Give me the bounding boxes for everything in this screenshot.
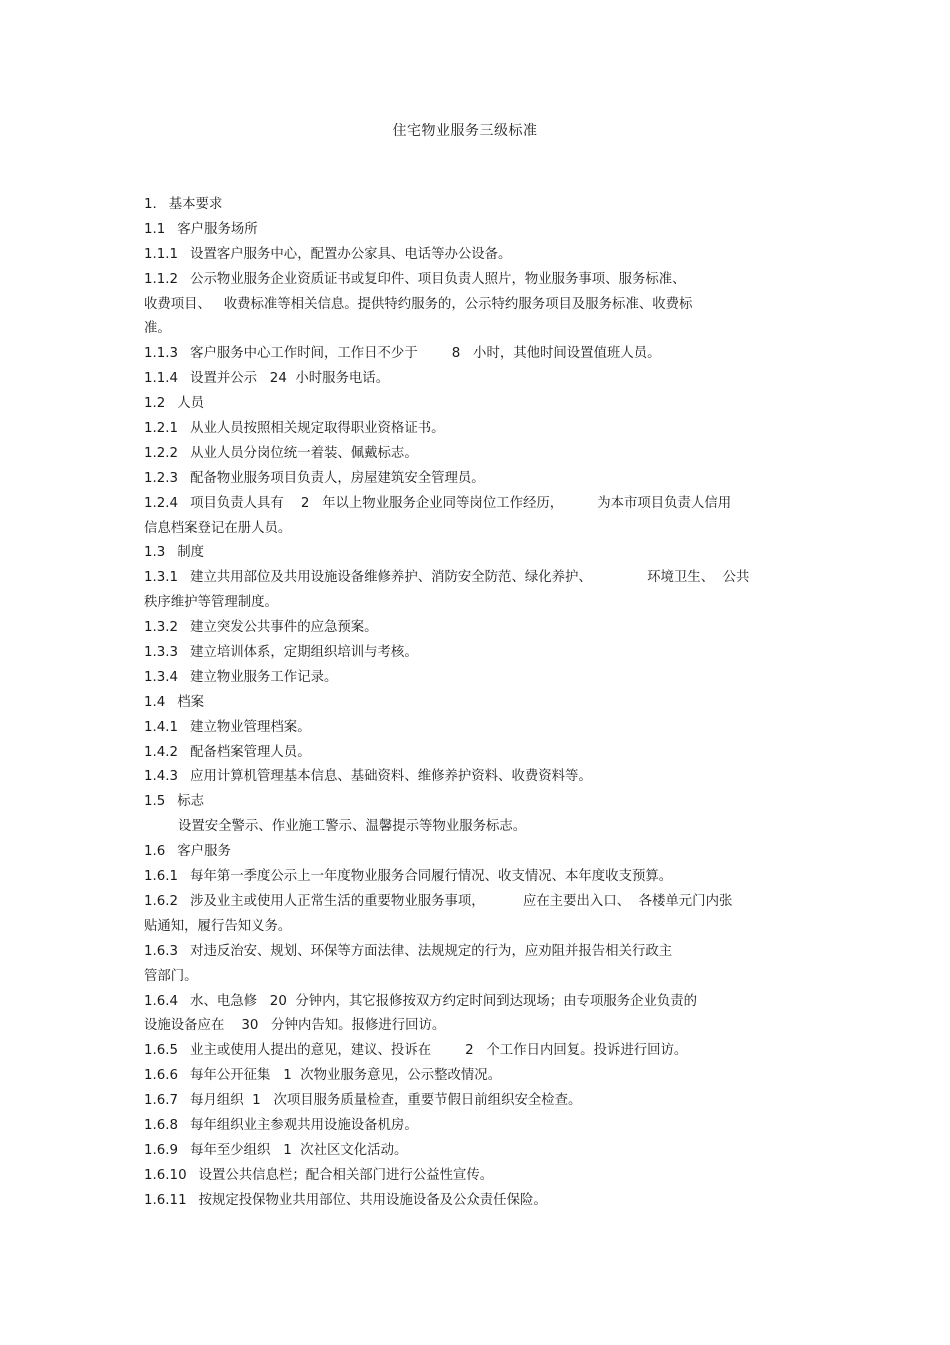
clause-text: 对违反治安、规划、环保等方面法律、法规规定的行为，应劝阻并报告相关行政主 [190, 943, 673, 959]
text-line [144, 541, 809, 566]
clause-text: 收费项目、 收费标准等相关信息。提供特约服务的，公示特约服务项目及服务标准、收费标 [144, 296, 693, 312]
text-line [144, 517, 809, 542]
clause-text: 设置并公示 24 小时服务电话。 [190, 371, 390, 387]
text-line [144, 392, 809, 417]
clause-number: 1.6.1 [144, 869, 179, 885]
text-line [144, 666, 809, 691]
clause-text: 信息档案登记在册人员。 [144, 520, 292, 536]
clause-text: 标志 [177, 794, 205, 810]
clause-text: 配备档案管理人员。 [190, 744, 311, 760]
text-line [144, 940, 809, 965]
clause-text: 设置客户服务中心，配置办公家具、电话等办公设备。 [190, 246, 512, 262]
clause-text: 建立共用部位及共用设施设备维修养护、消防安全防范、绿化养护、 环境卫生、 公共 [190, 570, 750, 586]
clause-text: 设置安全警示、作业施工警示、温馨提示等物业服务标志。 [178, 819, 527, 835]
clause-number: 1.3.4 [144, 669, 179, 685]
text-line [144, 243, 809, 268]
text-line [144, 1089, 809, 1114]
clause-text: 设置公共信息栏；配合相关部门进行公益性宣传。 [198, 1167, 494, 1183]
text-line [144, 467, 809, 492]
clause-number: 1.3.3 [144, 645, 179, 661]
clause-text: 业主或使用人提出的意见，建议、投诉在 2 个工作日内回复。投诉进行回访。 [190, 1043, 688, 1059]
text-line [144, 1064, 809, 1089]
clause-text: 每年至少组织 1 次社区文化活动。 [190, 1142, 408, 1158]
clause-number: 1.6 [144, 844, 166, 860]
clause-text: 从业人员分岗位统一着装、佩戴标志。 [190, 445, 418, 461]
clause-text: 管部门。 [144, 968, 198, 984]
clause-text: 基本要求 [168, 197, 223, 212]
clause-number: 1.4.1 [144, 719, 179, 735]
clause-number: 1.1.4 [144, 371, 179, 387]
clause-number: 1.6.4 [144, 993, 179, 1009]
clause-number: 1.4.3 [144, 769, 179, 785]
text-line [144, 915, 809, 940]
clause-text: 建立物业服务工作记录。 [190, 669, 338, 685]
clause-number: 1.1.1 [144, 246, 179, 262]
text-line [144, 741, 809, 766]
text-line [144, 865, 809, 890]
clause-text: 设施设备应在 30 分钟内告知。报修进行回访。 [144, 1018, 446, 1034]
text-line [144, 367, 809, 392]
text-line [144, 990, 809, 1015]
text-line [144, 492, 809, 517]
clause-text: 配备物业服务项目负责人，房屋建筑安全管理员。 [190, 470, 485, 486]
clause-number: 1.6.9 [144, 1142, 179, 1158]
clause-text: 建立突发公共事件的应急预案。 [190, 620, 378, 636]
document-body [144, 193, 809, 1214]
text-line [144, 1014, 809, 1039]
text-line [144, 1164, 809, 1189]
text-line [144, 342, 809, 367]
clause-text: 按规定投保物业共用部位、共用设施设备及公众责任保险。 [198, 1192, 547, 1208]
clause-text: 建立物业管理档案。 [190, 719, 311, 735]
clause-text: 每年组织业主参观共用设施设备机房。 [190, 1117, 418, 1133]
text-line [144, 641, 809, 666]
clause-number: 1.6.10 [144, 1167, 187, 1183]
text-line [144, 268, 809, 293]
clause-number: 1.6.5 [144, 1043, 179, 1059]
clause-number: 1.4 [144, 694, 166, 710]
text-line [144, 1139, 809, 1164]
clause-number: 1.2.4 [144, 495, 179, 511]
text-line [144, 442, 809, 467]
clause-number: 1.6.11 [144, 1192, 187, 1208]
document-title: 住宅物业服务三级标准 [392, 123, 538, 139]
clause-number: 1.1.2 [144, 271, 179, 287]
text-line [144, 193, 809, 218]
clause-text: 贴通知，履行告知义务。 [144, 918, 292, 934]
text-line [144, 591, 809, 616]
clause-number: 1.3.2 [144, 620, 179, 636]
clause-text: 准。 [144, 321, 171, 337]
text-line [144, 815, 809, 840]
clause-text: 制度 [177, 545, 205, 561]
text-line [144, 317, 809, 342]
text-line [144, 691, 809, 716]
text-line [144, 293, 809, 318]
clause-text: 客户服务场所 [177, 221, 258, 237]
text-line [144, 616, 809, 641]
clause-text: 人员 [177, 396, 205, 412]
clause-text: 公示物业服务企业资质证书或复印件、项目负责人照片，物业服务事项、服务标准、 [190, 271, 686, 287]
text-line [144, 1039, 809, 1064]
clause-text: 涉及业主或使用人正常生活的重要物业服务事项， 应在主要出入口、 各楼单元门内张 [190, 893, 733, 909]
clause-text: 应用计算机管理基本信息、基础资料、维修养护资料、收费资料等。 [190, 769, 592, 785]
clause-number: 1.5 [144, 794, 166, 810]
clause-number: 1.6.2 [144, 893, 179, 909]
clause-number: 1.6.6 [144, 1068, 179, 1084]
clause-number: 1.6.8 [144, 1117, 179, 1133]
clause-number: 1.6.3 [144, 943, 179, 959]
clause-text: 从业人员按照相关规定取得职业资格证书。 [190, 421, 445, 437]
clause-number: 1.3 [144, 545, 166, 561]
clause-number: 1.2.2 [144, 445, 179, 461]
clause-text: 档案 [177, 694, 205, 710]
clause-text: 建立培训体系，定期组织培训与考核。 [190, 645, 418, 661]
clause-number: 1.1 [144, 221, 166, 237]
clause-text: 每月组织 1 次项目服务质量检查，重要节假日前组织安全检查。 [190, 1093, 582, 1109]
clause-number: 1.2.3 [144, 470, 179, 486]
text-line [144, 1189, 809, 1214]
clause-number: 1.1.3 [144, 346, 179, 362]
clause-number: 1.2.1 [144, 421, 179, 437]
text-line [144, 765, 809, 790]
text-line [144, 1114, 809, 1139]
text-line [144, 840, 809, 865]
clause-text: 水、电急修 20 分钟内，其它报修按双方约定时间到达现场；由专项服务企业负责的 [190, 993, 698, 1009]
clause-text: 每年第一季度公示上一年度物业服务合同履行情况、收支情况、本年度收支预算。 [190, 869, 673, 885]
text-line [144, 417, 809, 442]
clause-number: 1.6.7 [144, 1093, 179, 1109]
text-line [144, 790, 809, 815]
text-line [144, 716, 809, 741]
clause-number: 1.3.1 [144, 570, 179, 586]
clause-number: 1.2 [144, 396, 166, 412]
clause-text: 秩序维护等管理制度。 [144, 595, 278, 611]
clause-text: 客户服务 [177, 844, 231, 860]
clause-number: 1.4.2 [144, 744, 179, 760]
clause-text: 每年公开征集 1 次物业服务意见，公示整改情况。 [190, 1068, 502, 1084]
text-line [144, 890, 809, 915]
clause-number: 1. [144, 197, 157, 212]
text-line [144, 965, 809, 990]
clause-text: 项目负责人具有 2 年以上物业服务企业同等岗位工作经历， 为本市项目负责人信用 [190, 495, 732, 511]
text-line [144, 218, 809, 243]
text-line [144, 566, 809, 591]
clause-text: 客户服务中心工作时间，工作日不少于 8 小时，其他时间设置值班人员。 [190, 346, 661, 362]
